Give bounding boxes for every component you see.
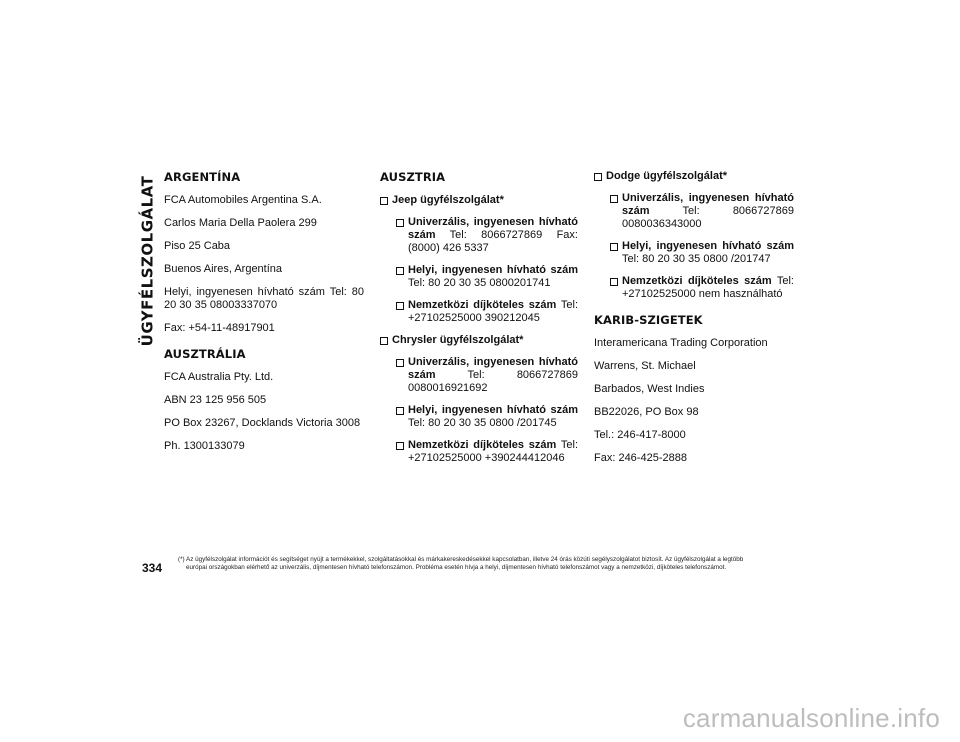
square-bullet-icon bbox=[610, 278, 618, 286]
chrysler-local-title: Helyi, ingyenesen hívható szám bbox=[408, 404, 578, 416]
argentina-line: Piso 25 Caba bbox=[164, 240, 231, 252]
jeep-universal-text: Tel: 8066727869 Fax: (8000) 426 5337 bbox=[408, 229, 578, 254]
jeep-local-text: Tel: 80 20 30 35 0800201741 bbox=[408, 277, 551, 289]
jeep-local-item bbox=[396, 264, 578, 290]
section-side-tab-label: ÜGYFÉLSZOLGÁLAT bbox=[138, 175, 157, 347]
jeep-universal-title: Univerzális, ingyenesen hívható szám bbox=[408, 216, 578, 241]
argentina-line: Carlos Maria Della Paolera 299 bbox=[164, 217, 317, 229]
argentina-line: Helyi, ingyenesen hívható szám Tel: 80 20 30 35 08003337070 bbox=[164, 286, 364, 311]
column-right bbox=[594, 170, 794, 475]
chrysler-international-text: Tel: +27102525000 +390244412046 bbox=[408, 439, 578, 464]
jeep-international-text: Tel: +27102525000 390212045 bbox=[408, 299, 578, 324]
footnote-line: európai országokban elérhető az univerzális, díjmentesen hívható telefonszámon. Probléma esetén hívja a helyi, díjmentesen hívható telefonszámot vagy a nemzetközi, díjköteles telefonszámot. bbox=[186, 563, 727, 571]
dodge-local-title: Helyi, ingyenesen hívható szám bbox=[622, 240, 794, 252]
square-bullet-icon bbox=[610, 195, 618, 203]
page-number: 334 bbox=[142, 561, 163, 575]
argentina-line: FCA Automobiles Argentina S.A. bbox=[164, 194, 322, 206]
square-bullet-icon bbox=[610, 243, 618, 251]
dodge-local-item bbox=[610, 240, 794, 266]
australia-line: Ph. 1300133079 bbox=[164, 440, 245, 452]
argentina-line: Fax: +54-11-48917901 bbox=[164, 322, 275, 334]
square-bullet-icon bbox=[380, 197, 388, 205]
caribbean-line: Barbados, West Indies bbox=[594, 383, 705, 395]
chrysler-universal-item bbox=[396, 356, 578, 395]
heading-caribbean: KARIB-SZIGETEK bbox=[594, 313, 703, 327]
footnote bbox=[178, 556, 792, 571]
dodge-universal-item bbox=[610, 192, 794, 231]
dodge-universal-title: Univerzális, ingyenesen hívható szám bbox=[622, 192, 794, 217]
column-left bbox=[164, 170, 364, 463]
square-bullet-icon bbox=[396, 359, 404, 367]
chrysler-local-item bbox=[396, 404, 578, 430]
section-side-tab bbox=[134, 172, 160, 350]
jeep-service-title: Jeep ügyfélszolgálat* bbox=[392, 194, 504, 206]
dodge-service-item bbox=[594, 170, 794, 183]
jeep-universal-item bbox=[396, 216, 578, 255]
australia-line: ABN 23 125 956 505 bbox=[164, 394, 267, 406]
column-middle bbox=[380, 170, 578, 474]
caribbean-line: BB22026, PO Box 98 bbox=[594, 406, 699, 418]
caribbean-line: Tel.: 246-417-8000 bbox=[594, 429, 686, 441]
dodge-universal-text: Tel: 8066727869 0080036343000 bbox=[622, 205, 794, 230]
footnote-line: (*) Az ügyfélszolgálat információt és segítséget nyújt a termékekkel, szolgáltatásokkal és márkakereskedésekkel kapcsolatban, illetve 24 órás közúti segélyszolgálatot biztosít. Az ügyfélszolgálat a legtöbb bbox=[178, 556, 744, 563]
jeep-international-item bbox=[396, 299, 578, 325]
watermark: carmanualsonline.info bbox=[682, 703, 940, 733]
caribbean-line: Fax: 246-425-2888 bbox=[594, 452, 687, 464]
argentina-line: Buenos Aires, Argentína bbox=[164, 263, 283, 275]
dodge-international-item bbox=[610, 275, 794, 301]
heading-australia: AUSZTRÁLIA bbox=[164, 347, 246, 361]
jeep-international-title: Nemzetközi díjköteles szám bbox=[408, 299, 557, 311]
chrysler-international-title: Nemzetközi díjköteles szám bbox=[408, 439, 557, 451]
chrysler-service-item bbox=[380, 334, 578, 347]
square-bullet-icon bbox=[380, 337, 388, 345]
dodge-international-text: Tel: +27102525000 nem használható bbox=[622, 275, 794, 300]
jeep-service-item bbox=[380, 194, 578, 207]
australia-line: PO Box 23267, Docklands Victoria 3008 bbox=[164, 417, 361, 429]
dodge-local-text: Tel: 80 20 30 35 0800 /201747 bbox=[622, 253, 771, 265]
dodge-service-title: Dodge ügyfélszolgálat* bbox=[606, 170, 728, 182]
chrysler-service-title: Chrysler ügyfélszolgálat* bbox=[392, 334, 524, 346]
heading-austria: AUSZTRIA bbox=[380, 170, 446, 184]
dodge-international-title: Nemzetközi díjköteles szám bbox=[622, 275, 772, 287]
square-bullet-icon bbox=[396, 302, 404, 310]
chrysler-universal-title: Univerzális, ingyenesen hívható szám bbox=[408, 356, 578, 381]
jeep-local-title: Helyi, ingyenesen hívható szám bbox=[408, 264, 578, 276]
chrysler-international-item bbox=[396, 439, 578, 465]
caribbean-line: Interamericana Trading Corporation bbox=[594, 337, 768, 349]
heading-argentina: ARGENTÍNA bbox=[164, 170, 241, 184]
square-bullet-icon bbox=[396, 442, 404, 450]
chrysler-local-text: Tel: 80 20 30 35 0800 /201745 bbox=[408, 417, 557, 429]
square-bullet-icon bbox=[396, 219, 404, 227]
australia-line: FCA Australia Pty. Ltd. bbox=[164, 371, 274, 383]
square-bullet-icon bbox=[594, 173, 602, 181]
square-bullet-icon bbox=[396, 267, 404, 275]
square-bullet-icon bbox=[396, 407, 404, 415]
caribbean-line: Warrens, St. Michael bbox=[594, 360, 696, 372]
chrysler-universal-text: Tel: 8066727869 0080016921692 bbox=[408, 369, 578, 394]
